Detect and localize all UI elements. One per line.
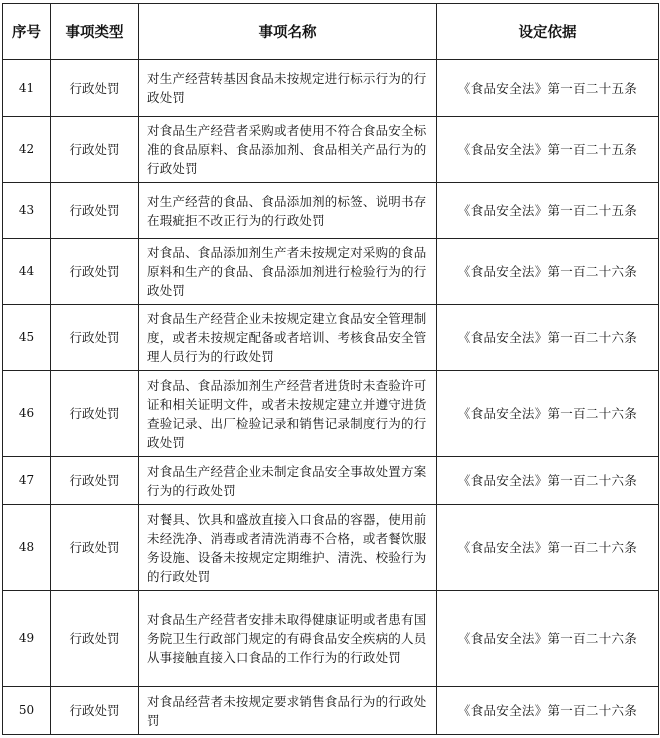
row-name: 对食品经营者未按规定要求销售食品行为的行政处罚 <box>139 687 437 735</box>
row-type: 行政处罚 <box>51 183 139 239</box>
row-name: 对食品、食品添加剂生产者未按规定对采购的食品原料和生产的食品、食品添加剂进行检验行为的行政处罚 <box>139 239 437 305</box>
row-type: 行政处罚 <box>51 505 139 591</box>
row-num: 42 <box>3 117 51 183</box>
row-num: 48 <box>3 505 51 591</box>
table-row <box>3 505 659 591</box>
header-row <box>3 4 659 60</box>
row-type: 行政处罚 <box>51 457 139 505</box>
row-name: 对餐具、饮具和盛放直接入口食品的容器，使用前未经洗净、消毒或者清洗消毒不合格，或者餐饮服务设施、设备未按规定定期维护、清洗、校验行为的行政处罚 <box>139 505 437 591</box>
row-num: 46 <box>3 371 51 457</box>
row-num: 45 <box>3 305 51 371</box>
row-basis: 《食品安全法》第一百二十五条 <box>437 60 659 117</box>
row-num: 47 <box>3 457 51 505</box>
header-num: 序号 <box>3 4 51 60</box>
row-basis: 《食品安全法》第一百二十五条 <box>437 183 659 239</box>
row-basis: 《食品安全法》第一百二十六条 <box>437 457 659 505</box>
row-type: 行政处罚 <box>51 687 139 735</box>
row-name: 对食品生产经营者采购或者使用不符合食品安全标准的食品原料、食品添加剂、食品相关产品行为的行政处罚 <box>139 117 437 183</box>
row-basis: 《食品安全法》第一百二十六条 <box>437 305 659 371</box>
row-type: 行政处罚 <box>51 371 139 457</box>
table-row <box>3 305 659 371</box>
header-basis: 设定依据 <box>437 4 659 60</box>
row-basis: 《食品安全法》第一百二十五条 <box>437 117 659 183</box>
header-type: 事项类型 <box>51 4 139 60</box>
row-num: 41 <box>3 60 51 117</box>
table-row <box>3 371 659 457</box>
row-name: 对生产经营转基因食品未按规定进行标示行为的行政处罚 <box>139 60 437 117</box>
row-num: 44 <box>3 239 51 305</box>
row-name: 对食品生产经营企业未按规定建立食品安全管理制度，或者未按规定配备或者培训、考核食品安全管理人员行为的行政处罚 <box>139 305 437 371</box>
row-type: 行政处罚 <box>51 239 139 305</box>
row-name: 对食品、食品添加剂生产经营者进货时未查验许可证和相关证明文件，或者未按规定建立并遵守进货查验记录、出厂检验记录和销售记录制度行为的行政处罚 <box>139 371 437 457</box>
row-num: 50 <box>3 687 51 735</box>
row-type: 行政处罚 <box>51 305 139 371</box>
table-row <box>3 117 659 183</box>
table-row <box>3 239 659 305</box>
table-row <box>3 457 659 505</box>
row-type: 行政处罚 <box>51 60 139 117</box>
items-table <box>2 3 659 735</box>
row-basis: 《食品安全法》第一百二十六条 <box>437 371 659 457</box>
row-basis: 《食品安全法》第一百二十六条 <box>437 591 659 687</box>
table-row <box>3 183 659 239</box>
row-basis: 《食品安全法》第一百二十六条 <box>437 687 659 735</box>
header-name: 事项名称 <box>139 4 437 60</box>
row-name: 对生产经营的食品、食品添加剂的标签、说明书存在瑕疵拒不改正行为的行政处罚 <box>139 183 437 239</box>
table-row <box>3 591 659 687</box>
row-type: 行政处罚 <box>51 591 139 687</box>
table-row <box>3 60 659 117</box>
row-name: 对食品生产经营企业未制定食品安全事故处置方案行为的行政处罚 <box>139 457 437 505</box>
row-type: 行政处罚 <box>51 117 139 183</box>
row-num: 43 <box>3 183 51 239</box>
row-num: 49 <box>3 591 51 687</box>
row-name: 对食品生产经营者安排未取得健康证明或者患有国务院卫生行政部门规定的有碍食品安全疾病的人员从事接触直接入口食品的工作行为的行政处罚 <box>139 591 437 687</box>
row-basis: 《食品安全法》第一百二十六条 <box>437 505 659 591</box>
row-basis: 《食品安全法》第一百二十六条 <box>437 239 659 305</box>
table-row <box>3 687 659 735</box>
